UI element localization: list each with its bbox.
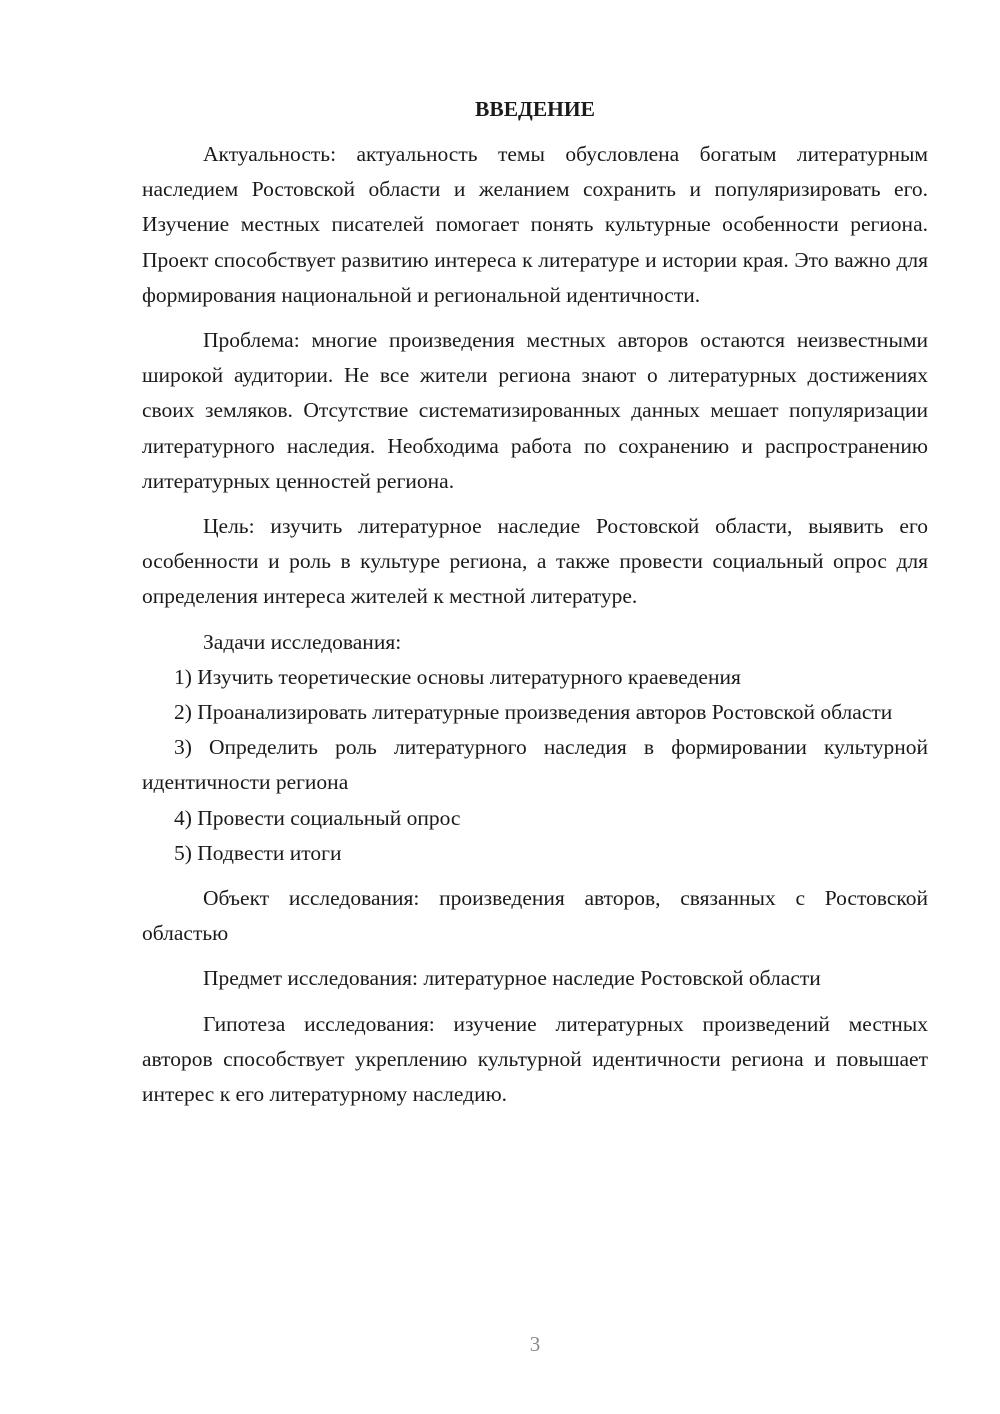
page-number: 3	[529, 1332, 541, 1356]
hypothesis-paragraph: Гипотеза исследования: изучение литературных произведений местных авторов способствует укреплению культурной идентичности региона и повышает интерес к его литературному наследию.	[142, 1011, 928, 1107]
task-item-1: 1) Изучить теоретические основы литературного краеведения	[174, 664, 741, 689]
research-object-paragraph: Объект исследования: произведения авторов, связанных с Ростовской областью	[142, 886, 928, 946]
task-item-3: 3) Определить роль литературного наследия в формировании культурной идентичности региона	[142, 735, 928, 795]
task-item-4: 4) Провести социальный опрос	[174, 805, 461, 830]
task-item-2: 2) Проанализировать литературные произведения авторов Ростовской области	[174, 700, 893, 725]
goal-paragraph: Цель: изучить литературное наследие Ростовской области, выявить его особенности и роль в культуре региона, а также провести социальный опрос для определения интереса жителей к местной литературе.	[142, 514, 928, 609]
research-subject-paragraph: Предмет исследования: литературное наследие Ростовской области	[203, 966, 821, 991]
relevance-paragraph: Актуальность: актуальность темы обусловлена богатым литературным наследием Ростовской области и желанием сохранить и популяризировать его. Изучение местных писателей помогает понять культурные особенности региона. Проект способствует развитию интереса к литературе и истории края. Это важно для формирования национальной и региональной идентичности.	[142, 142, 928, 307]
problem-paragraph: Проблема: многие произведения местных авторов остаются неизвестными широкой аудитории. Не все жители региона знают о литературных достижениях своих земляков. Отсутствие систематизированных данных мешает популяризации литературного наследия. Необходима работа по сохранению и распространению литературных ценностей региона.	[142, 328, 928, 493]
task-item-5: 5) Подвести итоги	[174, 840, 342, 865]
tasks-heading: Задачи исследования:	[203, 629, 402, 654]
page-content	[142, 92, 928, 1112]
page-title: ВВЕДЕНИЕ	[475, 97, 595, 121]
